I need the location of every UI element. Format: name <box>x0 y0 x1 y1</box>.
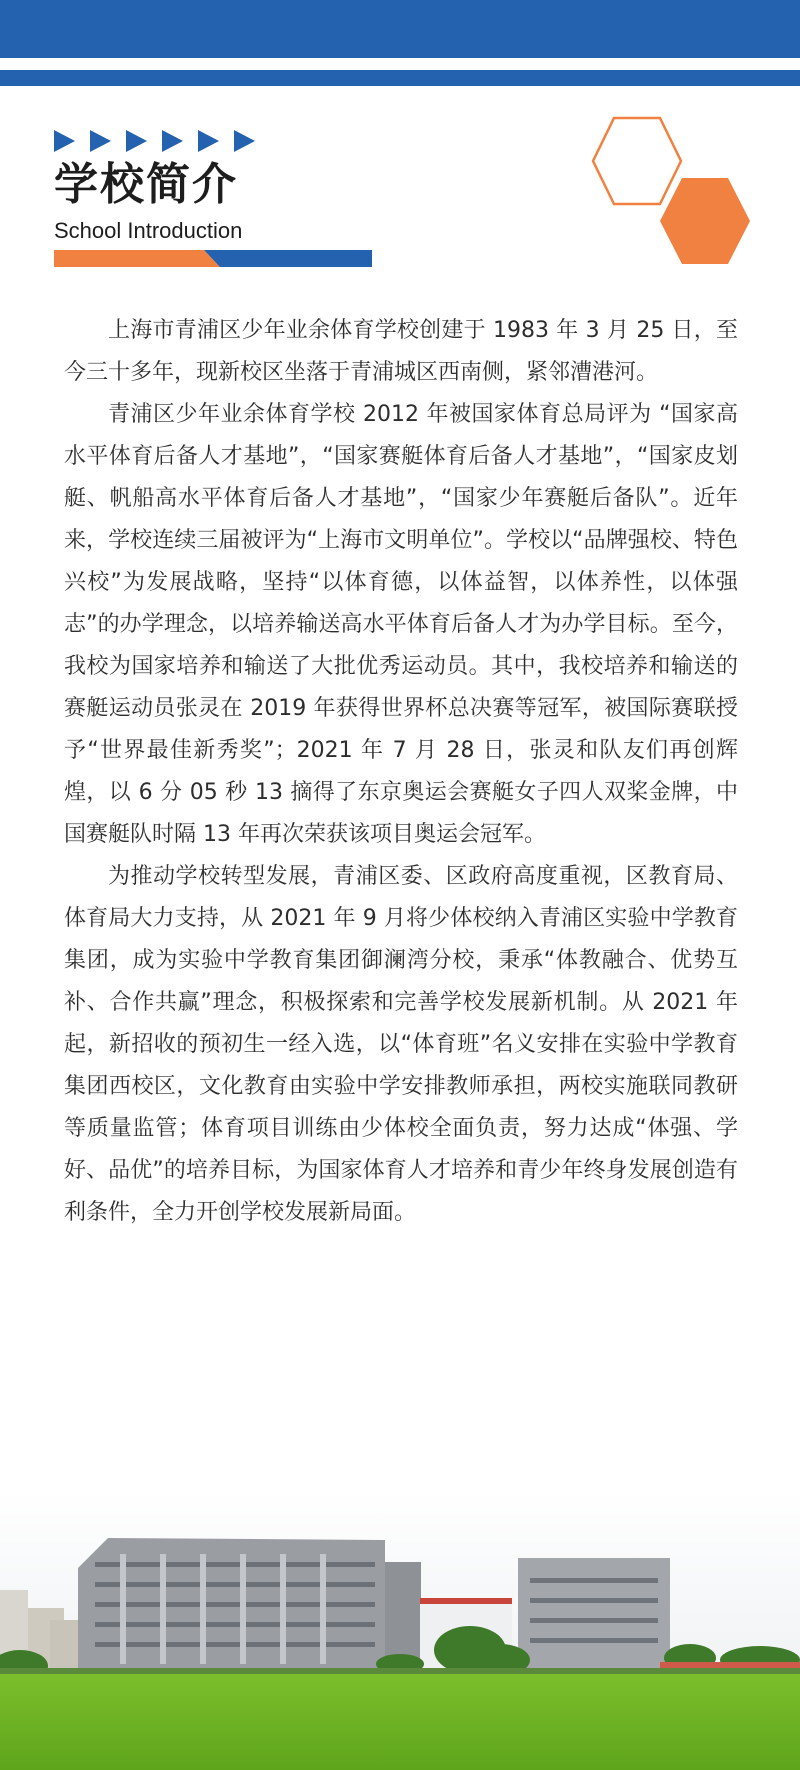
title-underline <box>54 250 372 267</box>
play-arrow-icon <box>162 130 183 152</box>
arrow-row <box>54 130 255 152</box>
page-title: 学校简介 <box>54 159 238 210</box>
paragraph-history: 上海市青浦区少年业余体育学校创建于 1983 年 3 月 25 日，至今三十多年，现新校区坐落于青浦城区西南侧，紧邻漕港河。 <box>64 318 738 385</box>
page-subtitle: School Introduction <box>54 218 243 243</box>
paragraph-development: 为推动学校转型发展，青浦区委、区政府高度重视，区教育局、体育局大力支持，从 2021 年 9 月将少体校纳入青浦区实验中学教育集团，成为实验中学教育集团御澜湾分校，秉承“体教融合、优势互补、合作共赢”理念，积极探索和完善学校发展新机制。从 2021 年起，新招收的预初生一经入选，以“体育班”名义安排在实验中学教育集团西校区，文化教育由实验中学安排教师承担，两校实施联同教研等质量监管；体育项目训练由少体校全面负责，努力达成“体强、学好、品优”的培养目标，为国家体育人才培养和青少年终身发展创造有利条件，全力开创学校发展新局面。 <box>64 864 738 1225</box>
play-arrow-icon <box>54 130 75 152</box>
play-arrow-icon <box>126 130 147 152</box>
paragraph-achievements: 青浦区少年业余体育学校 2012 年被国家体育总局评为 “国家高水平体育后备人才基地”，“国家赛艇体育后备人才基地”，“国家皮划艇、帆船高水平体育后备人才基地”，“国家少年赛艇后备队”。近年来，学校连续三届被评为“上海市文明单位”。学校以“品牌强校、特色兴校”为发展战略，坚持“以体育德，以体益智，以体养性，以体强志”的办学理念，以培养输送高水平体育后备人才为办学目标。至今，我校为国家培养和输送了大批优秀运动员。其中，我校培养和输送的赛艇运动员张灵在 2019 年获得世界杯总决赛等冠军，被国际赛联授予“世界最佳新秀奖”；2021 年 7 月 28 日，张灵和队友们再创辉煌，以 6 分 05 秒 13 摘得了东京奥运会赛艇女子四人双桨金牌，中国赛艇队时隔 13 年再次荣获该项目奥运会冠军。 <box>64 402 738 847</box>
play-arrow-icon <box>234 130 255 152</box>
play-arrow-icon <box>198 130 219 152</box>
school-campus-photo <box>0 1490 800 1770</box>
play-arrow-icon <box>90 130 111 152</box>
intro-text <box>64 310 738 1234</box>
top-blue-band <box>0 0 800 58</box>
hexagon-filled-icon <box>660 178 750 264</box>
top-blue-stripe <box>0 70 800 86</box>
